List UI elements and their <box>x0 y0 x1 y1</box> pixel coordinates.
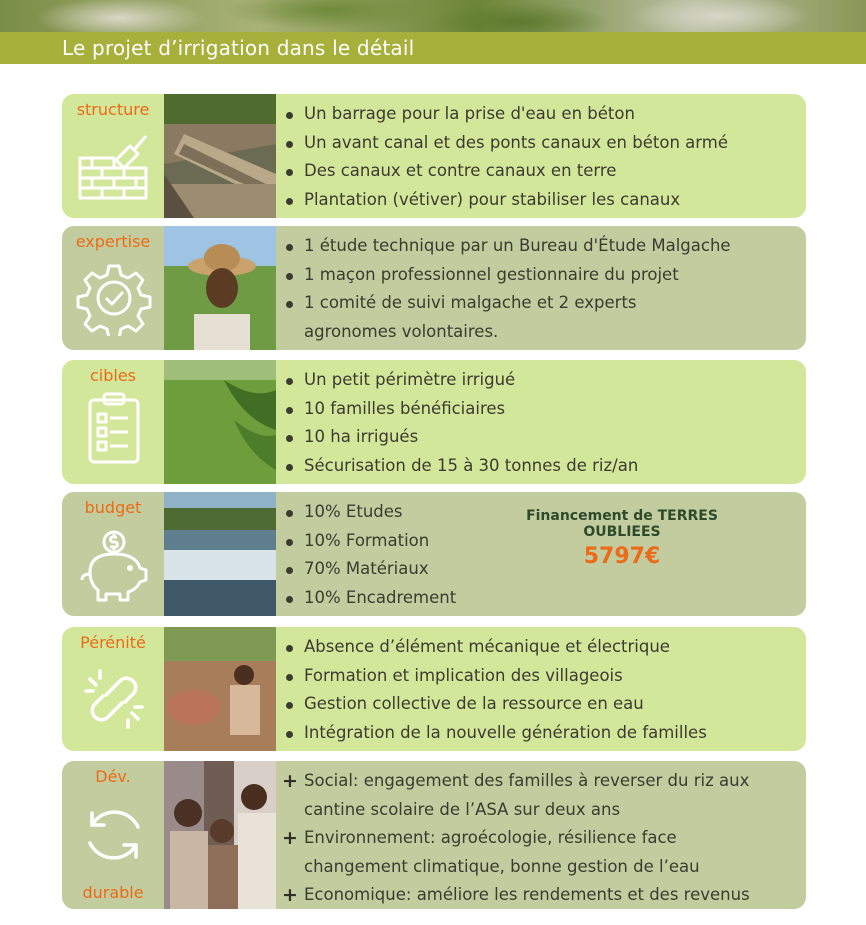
list-item: Formation et implication des villageois <box>282 662 796 691</box>
list-item: Un petit périmètre irrigué <box>282 366 796 395</box>
list-item: 1 étude technique par un Bureau d'Étude Malgache <box>282 232 796 261</box>
list-item: 10% Encadrement <box>282 584 796 613</box>
list-item <box>282 881 796 910</box>
farmer-with-hat-photo <box>164 226 276 350</box>
list-item-text: cantine scolaire de l’ASA sur deux ans <box>304 799 621 819</box>
villagers-group-photo <box>164 761 276 909</box>
gear-check-icon <box>76 260 152 336</box>
list-item <box>282 824 796 853</box>
irrigation-canal-photo <box>164 94 276 218</box>
list-item-text: changement climatique, bonne gestion de l’eau <box>304 856 700 876</box>
list-item: Absence d’élément mécanique et électrique <box>282 633 796 662</box>
category-label: structure <box>76 100 150 119</box>
cibles-list <box>282 366 796 480</box>
list-item: Plantation (vétiver) pour stabiliser les canaux <box>282 186 796 215</box>
man-at-dam-photo <box>164 627 276 751</box>
list-item: 1 maçon professionnel gestionnaire du projet <box>282 261 796 290</box>
category-label: expertise <box>75 232 151 251</box>
list-item <box>282 767 796 796</box>
category-label: Pérénité <box>80 633 146 652</box>
rice-terraces-banner-photo <box>0 0 866 34</box>
funding-title: Financement de TERRES OUBLIEES <box>526 508 718 540</box>
category-label: budget <box>84 498 142 517</box>
perennite-list <box>282 633 796 747</box>
list-item: 10 ha irrigués <box>282 423 796 452</box>
list-item-continuation <box>282 796 796 825</box>
plus-icon: + <box>282 770 298 792</box>
header-banner <box>0 0 866 64</box>
funding-amount: 5797€ <box>583 544 661 569</box>
list-item-text: Economique: améliore les rendements et des revenus <box>304 885 750 905</box>
list-item: 10 familles bénéficiaires <box>282 395 796 424</box>
section-dev-durable <box>62 761 806 909</box>
list-item-continuation <box>282 853 796 882</box>
plus-icon: + <box>282 827 298 850</box>
list-item-text: Environnement: agroécologie, résilience face <box>304 828 677 848</box>
category-label-bottom: durable <box>82 883 144 902</box>
list-item: 10% Formation <box>282 527 796 556</box>
section-cibles <box>62 360 806 484</box>
section-expertise <box>62 226 806 350</box>
circular-arrows-icon <box>76 797 152 873</box>
section-structure <box>62 94 806 218</box>
list-item: Sécurisation de 15 à 30 tonnes de riz/an <box>282 452 796 481</box>
structure-list <box>282 100 796 214</box>
rice-field-photo <box>164 360 276 484</box>
list-item-text: Social: engagement des familles à reverser du riz aux <box>304 771 750 790</box>
dam-waterfall-photo <box>164 492 276 616</box>
list-item: 70% Matériaux <box>282 555 796 584</box>
page-title: Le projet d’irrigation dans le détail <box>62 36 415 60</box>
category-label: cibles <box>89 366 137 385</box>
list-item: Un avant canal et des ponts canaux en béton armé <box>282 129 796 158</box>
list-item: 10% Etudes <box>282 498 796 527</box>
list-item-continuation: agronomes volontaires. <box>304 321 499 341</box>
chain-link-icon <box>76 661 152 737</box>
list-item: Des canaux et contre canaux en terre <box>282 157 796 186</box>
section-perennite <box>62 627 806 751</box>
list-item: Gestion collective de la ressource en eau <box>282 690 796 719</box>
clipboard-checklist-icon <box>76 390 152 466</box>
section-budget <box>62 492 806 616</box>
expertise-list <box>282 232 796 346</box>
list-item: Un barrage pour la prise d'eau en béton <box>282 100 796 129</box>
brick-wall-trowel-icon <box>76 130 152 206</box>
piggy-bank-dollar-icon <box>76 528 152 604</box>
list-item: 1 comité de suivi malgache et 2 experts <box>282 289 796 318</box>
category-label: Dév. <box>95 767 131 786</box>
list-item: Intégration de la nouvelle génération de familles <box>282 719 796 748</box>
dev-durable-list <box>282 767 796 910</box>
plus-icon: + <box>282 884 298 907</box>
